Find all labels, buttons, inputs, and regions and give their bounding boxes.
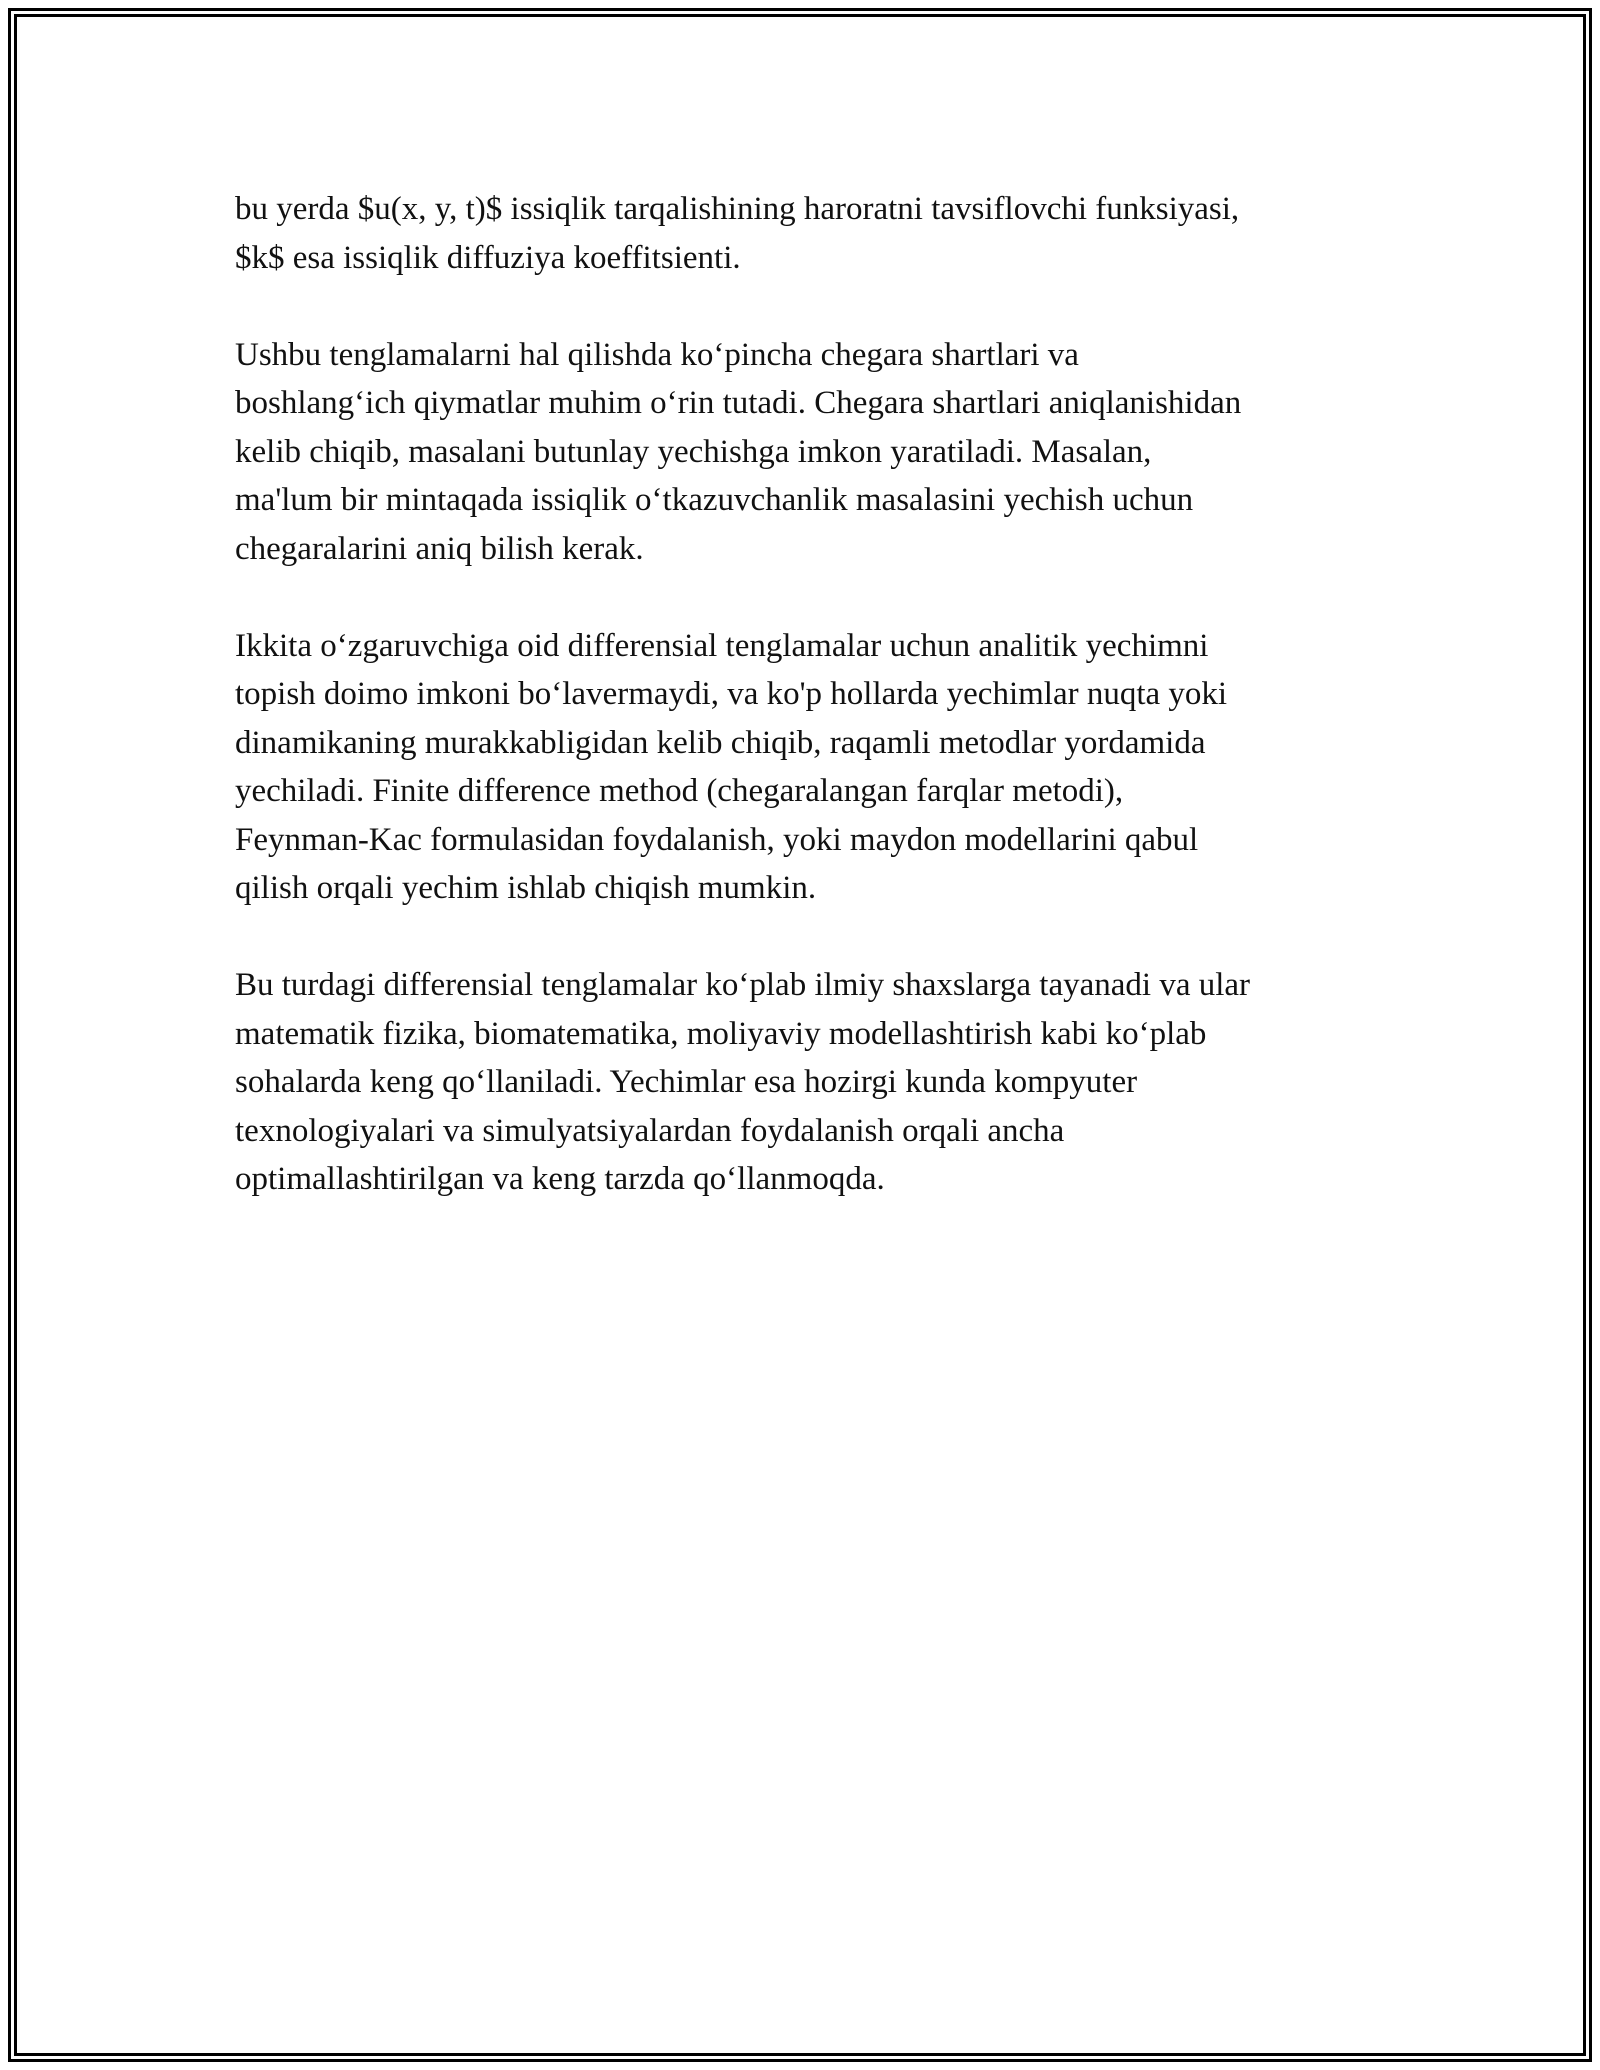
- paragraph-line: ma'lum bir mintaqada issiqlik oʻtkazuvchanlik masalasini yechish uchun: [235, 482, 1194, 518]
- paragraph-line: Ikkita oʻzgaruvchiga oid differensial tenglamalar uchun analitik yechimni: [235, 627, 1209, 664]
- document-body: [235, 185, 1395, 1252]
- paragraph-line: texnologiyalari va simulyatsiyalardan foydalanish orqali ancha: [235, 1112, 1065, 1149]
- paragraph-line: matematik fizika, biomatematika, moliyaviy modellashtirish kabi koʻplab: [235, 1015, 1207, 1052]
- paragraph-line: bu yerda $u(x, y, t)$ issiqlik tarqalishining haroratni tavsiflovchi funksiyasi,: [235, 191, 1240, 227]
- paragraph-line: Bu turdagi differensial tenglamalar koʻplab ilmiy shaxslarga tayanadi va ular: [235, 967, 1251, 1003]
- paragraph-line: chegaralarini aniq bilish kerak.: [235, 530, 644, 567]
- paragraph-line: optimallashtirilgan va keng tarzda qoʻllanmoqda.: [235, 1161, 885, 1197]
- paragraph-line: topish doimo imkoni boʻlavermaydi, va ko'p hollarda yechimlar nuqta yoki: [235, 676, 1228, 712]
- paragraph-4: [235, 961, 1395, 1204]
- paragraph-line: yechiladi. Finite difference method (chegaralangan farqlar metodi),: [235, 773, 1124, 809]
- paragraph-line: Feynman-Kac formulasidan foydalanish, yoki maydon modellarini qabul: [235, 821, 1199, 858]
- paragraph-line: sohalarda keng qoʻllaniladi. Yechimlar esa hozirgi kunda kompyuter: [235, 1064, 1138, 1100]
- paragraph-line: qilish orqali yechim ishlab chiqish mumkin.: [235, 870, 817, 906]
- paragraph-line: kelib chiqib, masalani butunlay yechishga imkon yaratiladi. Masalan,: [235, 433, 1152, 470]
- paragraph-line: Ushbu tenglamalarni hal qilishda koʻpincha chegara shartlari va: [235, 336, 1079, 373]
- paragraph-line: dinamikaning murakkabligidan kelib chiqib, raqamli metodlar yordamida: [235, 724, 1206, 761]
- paragraph-2: [235, 331, 1395, 574]
- paragraph-3: [235, 622, 1395, 913]
- paragraph-line: $k$ esa issiqlik diffuziya koeffitsienti.: [235, 239, 741, 276]
- paragraph-line: boshlangʻich qiymatlar muhim oʻrin tutadi. Chegara shartlari aniqlanishidan: [235, 385, 1242, 421]
- paragraph-1: [235, 185, 1395, 282]
